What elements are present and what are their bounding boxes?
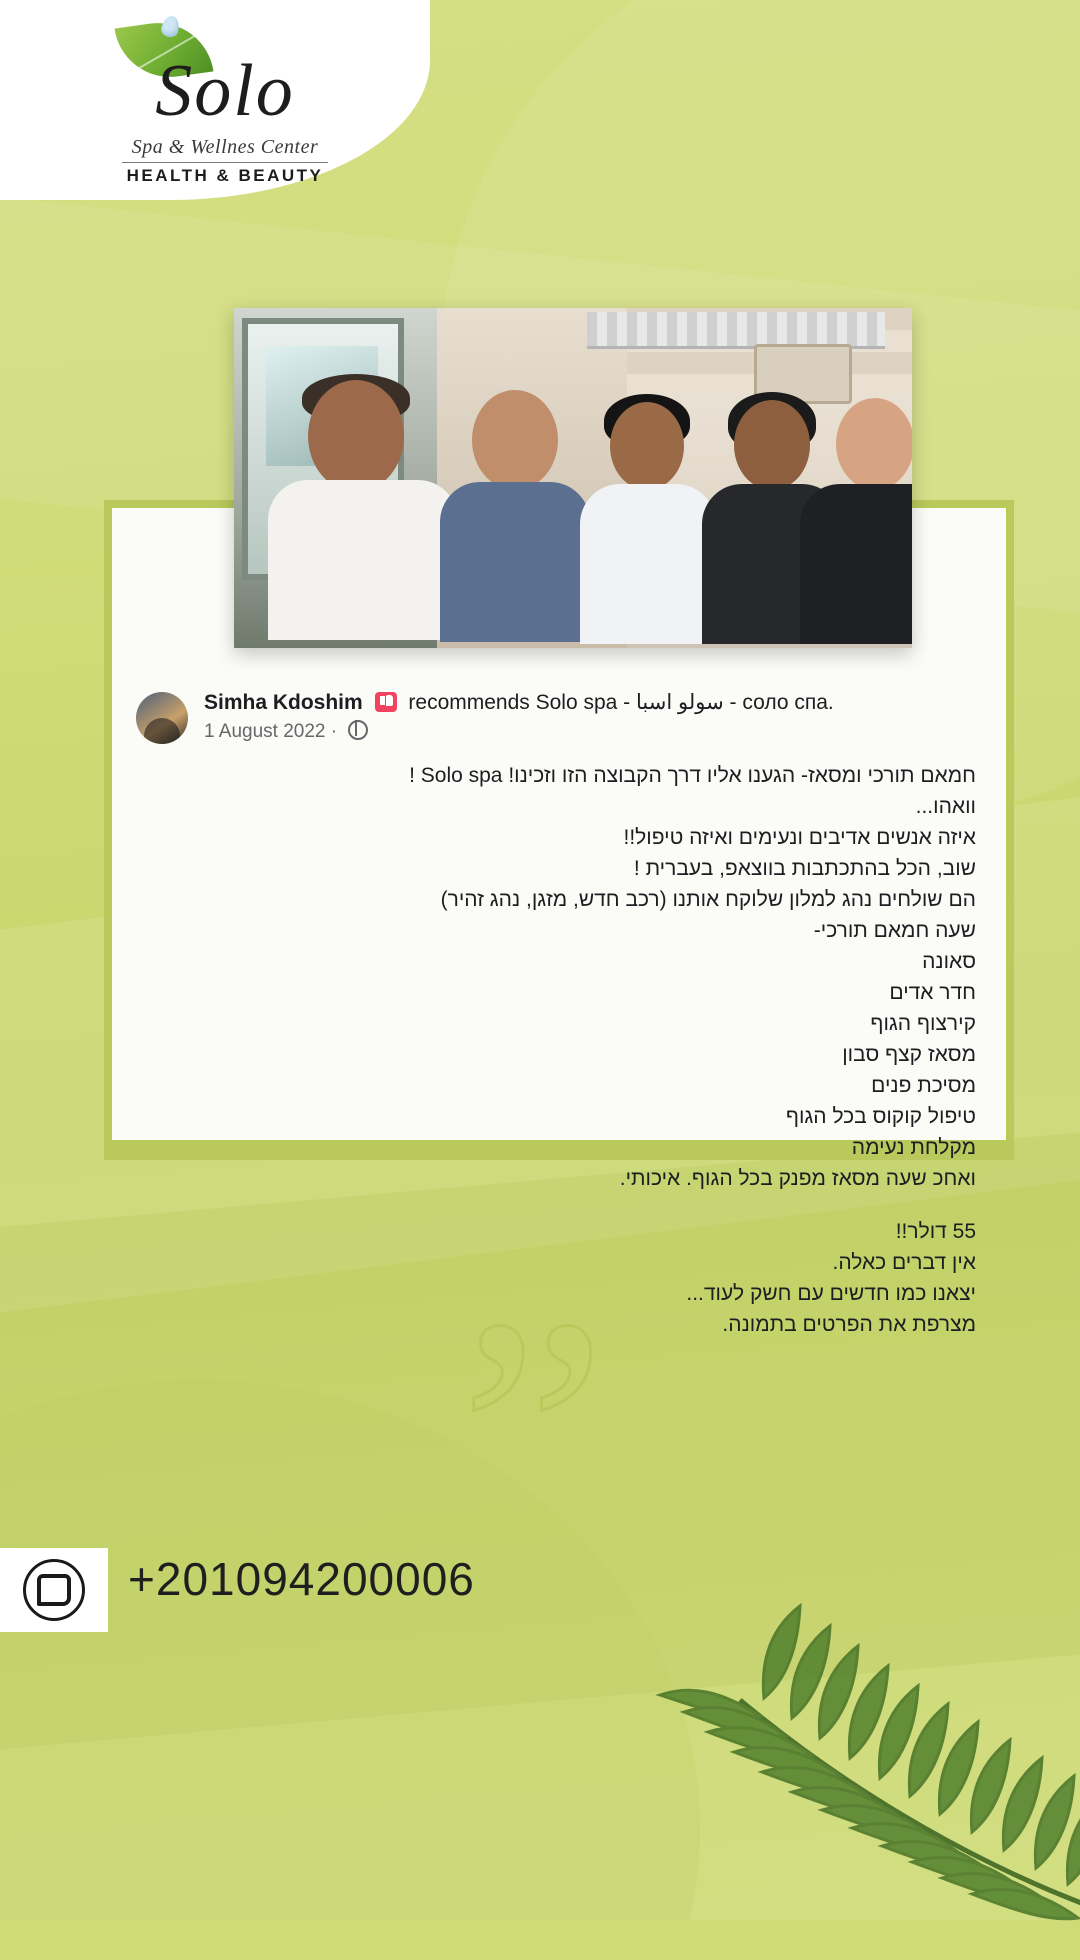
post-date[interactable]: 1 August 2022 (204, 721, 326, 742)
avatar (136, 692, 188, 744)
post-line: וואהו... (915, 795, 976, 818)
post-price-line: 55 דולר!! (895, 1220, 976, 1243)
post-price-line: מצרפת את הפרטים בתמונה. (722, 1313, 976, 1336)
whatsapp-badge[interactable] (0, 1548, 108, 1632)
palm-leaf-decoration (560, 1440, 1080, 1960)
phone-number[interactable]: +201094200006 (128, 1553, 475, 1605)
post-line: מסאז קצף סבון (842, 1043, 976, 1066)
post-line: שעה חמאם תורכי- (813, 919, 976, 942)
brand-subtitle: Spa & Wellnes Center (131, 136, 319, 158)
brand-logo (80, 14, 370, 184)
post-line: טיפול קוקוס בכל הגוף (785, 1105, 976, 1128)
post-line: חדר אדים (889, 981, 976, 1004)
recommend-text: recommends (408, 691, 530, 714)
post-meta (204, 720, 368, 743)
post-line: חמאם תורכי ומסאז- הגענו אליו דרך הקבוצה הזו וזכינו! Solo spa ! (409, 764, 976, 787)
post-line: שוב, הכל בהתכתבות בווצאפ, בעברית ! (633, 857, 976, 880)
post-author-name[interactable]: Simha Kdoshim (204, 691, 363, 714)
post-line: סאונה (922, 950, 976, 973)
post-line: קירצוף הגוף (870, 1012, 976, 1035)
page-name-link[interactable]: Solo spa - سولو اسبا - соло спа. (535, 691, 834, 714)
brand-name: Solo (155, 50, 295, 132)
quote-mark: ” (460, 1252, 615, 1617)
post-line: מסיכת פנים (871, 1074, 976, 1097)
brand-tagline: HEALTH & BEAUTY (126, 166, 324, 185)
meta-separator: · (330, 721, 338, 742)
post-header (136, 690, 976, 750)
post-line: הם שולחים נהג למלון שלוקח אותנו (רכב חדש, מזגן, נהג זהיר) (440, 888, 976, 911)
globe-icon (348, 720, 368, 740)
logo-divider (122, 162, 328, 163)
post-price-line: אין דברים כאלה. (832, 1251, 976, 1274)
post-author-row (204, 690, 834, 715)
group-photo (234, 308, 912, 648)
post-body (136, 760, 976, 1340)
post-line: ואחכ שעה מסאז מפנק בכל הגוף. איכותי. (619, 1167, 976, 1190)
recommend-badge-icon (375, 692, 397, 712)
post-line: מקלחת נעימה (851, 1136, 976, 1159)
whatsapp-icon (23, 1559, 85, 1621)
post-line: איזה אנשים אדיבים ונעימים ואיזה טיפול!! (623, 826, 976, 849)
post-price-line: יצאנו כמו חדשים עם חשק לעוד... (686, 1282, 976, 1305)
